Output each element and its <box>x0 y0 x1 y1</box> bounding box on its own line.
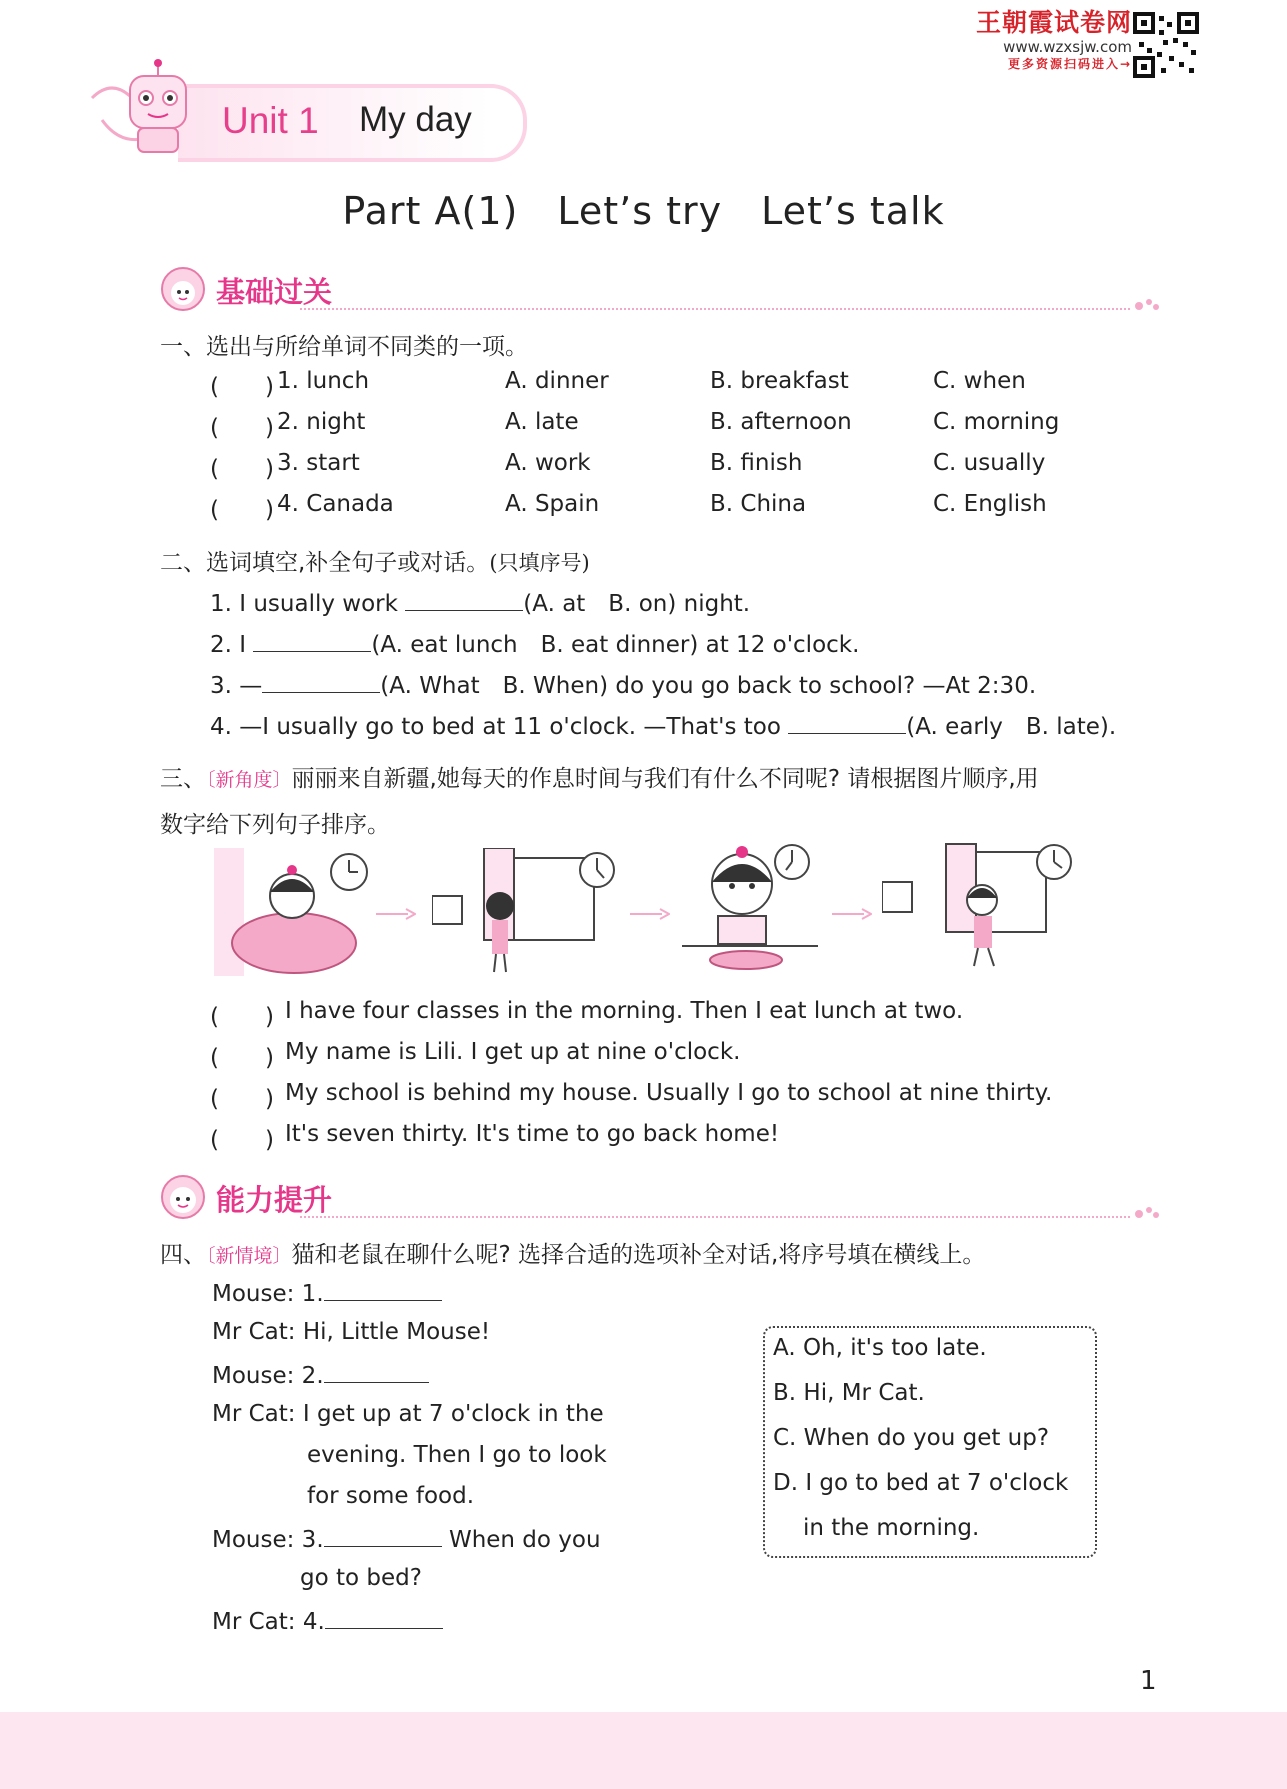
question-4-prefix: 四、 <box>160 1242 206 1268</box>
answer-paren[interactable]: ( ) <box>210 497 274 523</box>
girl-sleeping-picture <box>214 848 374 976</box>
question-2-note: (只填序号) <box>489 551 590 575</box>
q2-item-text: 2. I <box>210 632 247 658</box>
answer-paren[interactable]: ( ) <box>210 1127 274 1153</box>
q2-item-text: 4. —I usually go to bed at 11 o'clock. —That's too <box>210 714 781 740</box>
robot-mascot-icon <box>82 58 212 158</box>
answer-blank[interactable] <box>324 1360 429 1383</box>
q2-item-2 <box>210 626 859 659</box>
option-b: B. breakfast <box>710 368 849 394</box>
dots-ornament-icon <box>1134 1204 1160 1220</box>
q1-item-word: 1. lunch <box>277 368 370 394</box>
option-a: A. dinner <box>505 368 609 394</box>
question-3-heading-cont: 数字给下列句子排序。 <box>160 812 390 838</box>
option-d: D. I go to bed at 7 o'clock <box>773 1470 1069 1496</box>
dialogue-line: Mr Cat: Hi, Little Mouse! <box>212 1319 491 1345</box>
answer-paren[interactable]: ( ) <box>210 1045 274 1071</box>
boy-face-icon <box>160 1174 206 1220</box>
question-1-heading: 一、选出与所给单词不同类的一项。 <box>160 334 528 360</box>
q2-item-options: (A. What B. When) do you go back to school? —At 2:30. <box>380 673 1037 699</box>
q3-sentence: I have four classes in the morning. Then I eat lunch at two. <box>285 998 964 1024</box>
footer-band <box>0 1712 1287 1789</box>
q1-item-word: 4. Canada <box>277 491 394 517</box>
section-divider <box>300 308 1130 310</box>
q2-item-options: (A. at B. on) night. <box>523 591 751 617</box>
option-c: C. when <box>933 368 1026 394</box>
brand-tagline: 更多资源扫码进入→ <box>1007 57 1132 71</box>
question-3-prefix: 三、 <box>160 766 206 792</box>
q2-item-4 <box>210 708 1116 741</box>
q2-item-text: 3. — <box>210 673 263 699</box>
q2-item-text: 1. I usually work <box>210 591 398 617</box>
girl-face-icon <box>160 266 206 312</box>
dialogue-line <box>212 1360 429 1389</box>
q3-sentence: It's seven thirty. It's time to go back home! <box>285 1121 780 1147</box>
question-4-text: 猫和老鼠在聊什么呢? 选择合适的选项补全对话,将序号填在横线上。 <box>291 1242 986 1268</box>
dialogue-line <box>212 1278 442 1307</box>
brand-name: 王朝霞试卷网 <box>975 8 1132 37</box>
dialogue-text: Mr Cat: 4. <box>212 1609 325 1635</box>
option-a: A. Spain <box>505 491 600 517</box>
question-2-text: 二、选词填空,补全句子或对话。 <box>160 550 490 576</box>
option-a: A. Oh, it's too late. <box>773 1335 987 1361</box>
brand-watermark <box>962 8 1132 72</box>
question-4-heading <box>160 1236 985 1269</box>
answer-blank[interactable] <box>405 588 523 611</box>
qr-code-icon[interactable] <box>1133 12 1199 78</box>
option-c: C. English <box>933 491 1047 517</box>
girl-going-home-picture <box>882 842 1078 970</box>
arrow-right-icon <box>376 908 416 920</box>
dialogue-line: Mr Cat: I get up at 7 o'clock in the <box>212 1401 604 1427</box>
q1-item-word: 3. start <box>277 450 360 476</box>
option-a: A. late <box>505 409 579 435</box>
q2-item-options: (A. early B. late). <box>906 714 1117 740</box>
q3-sentence: My name is Lili. I get up at nine o'clock. <box>285 1039 741 1065</box>
option-b: B. Hi, Mr Cat. <box>773 1380 925 1406</box>
option-b: B. China <box>710 491 807 517</box>
option-c: C. When do you get up? <box>773 1425 1050 1451</box>
answer-blank[interactable] <box>788 711 906 734</box>
dialogue-text: Mouse: 2. <box>212 1363 324 1389</box>
dialogue-line <box>212 1524 601 1553</box>
dialogue-line <box>212 1606 443 1635</box>
girl-going-to-school-picture <box>432 848 624 976</box>
question-3-heading <box>160 760 1039 793</box>
dots-ornament-icon <box>1134 296 1160 312</box>
q3-sentence: My school is behind my house. Usually I go to school at nine thirty. <box>285 1080 1053 1106</box>
option-d-cont: in the morning. <box>803 1515 980 1541</box>
dialogue-line: go to bed? <box>300 1565 422 1591</box>
option-c: C. morning <box>933 409 1060 435</box>
question-2-heading <box>160 544 590 577</box>
unit-title: My day <box>359 100 472 139</box>
answer-blank[interactable] <box>324 1524 442 1547</box>
q2-item-options: (A. eat lunch B. eat dinner) at 12 o'clock. <box>371 632 860 658</box>
section-divider <box>300 1216 1130 1218</box>
brand-url: www.wzxsjw.com <box>1003 38 1132 56</box>
answer-blank[interactable] <box>262 670 380 693</box>
q1-item-word: 2. night <box>277 409 366 435</box>
answer-blank[interactable] <box>253 629 371 652</box>
option-b: B. afternoon <box>710 409 852 435</box>
new-scenario-tag: 〔新情境〕 <box>206 1245 292 1267</box>
q2-item-1 <box>210 585 750 618</box>
dialogue-text: When do you <box>448 1527 601 1553</box>
option-c: C. usually <box>933 450 1046 476</box>
page-number: 1 <box>1140 1666 1157 1696</box>
dialogue-line: evening. Then I go to look <box>307 1442 607 1468</box>
option-a: A. work <box>505 450 591 476</box>
unit-number: Unit 1 <box>222 100 319 141</box>
answer-paren[interactable]: ( ) <box>210 456 274 482</box>
new-angle-tag: 〔新角度〕 <box>206 769 292 791</box>
dialogue-line: for some food. <box>307 1483 475 1509</box>
question-3-text: 丽丽来自新疆,她每天的作息时间与我们有什么不同呢? 请根据图片顺序,用 <box>291 766 1039 792</box>
dialogue-text: Mouse: 3. <box>212 1527 324 1553</box>
option-b: B. finish <box>710 450 803 476</box>
arrow-right-icon <box>832 908 872 920</box>
answer-paren[interactable]: ( ) <box>210 374 274 400</box>
answer-paren[interactable]: ( ) <box>210 1004 274 1030</box>
answer-blank[interactable] <box>325 1606 443 1629</box>
answer-blank[interactable] <box>324 1278 442 1301</box>
section-heading-improve: 能力提升 <box>216 1183 333 1217</box>
arrow-right-icon <box>630 908 670 920</box>
q2-item-3 <box>210 667 1036 700</box>
part-title: Part A(1) Let’s try Let’s talk <box>342 189 945 233</box>
section-heading-basics: 基础过关 <box>216 275 333 309</box>
dialogue-text: Mouse: 1. <box>212 1281 324 1307</box>
girl-eating-lunch-picture <box>682 842 818 976</box>
answer-paren[interactable]: ( ) <box>210 1086 274 1112</box>
answer-paren[interactable]: ( ) <box>210 415 274 441</box>
